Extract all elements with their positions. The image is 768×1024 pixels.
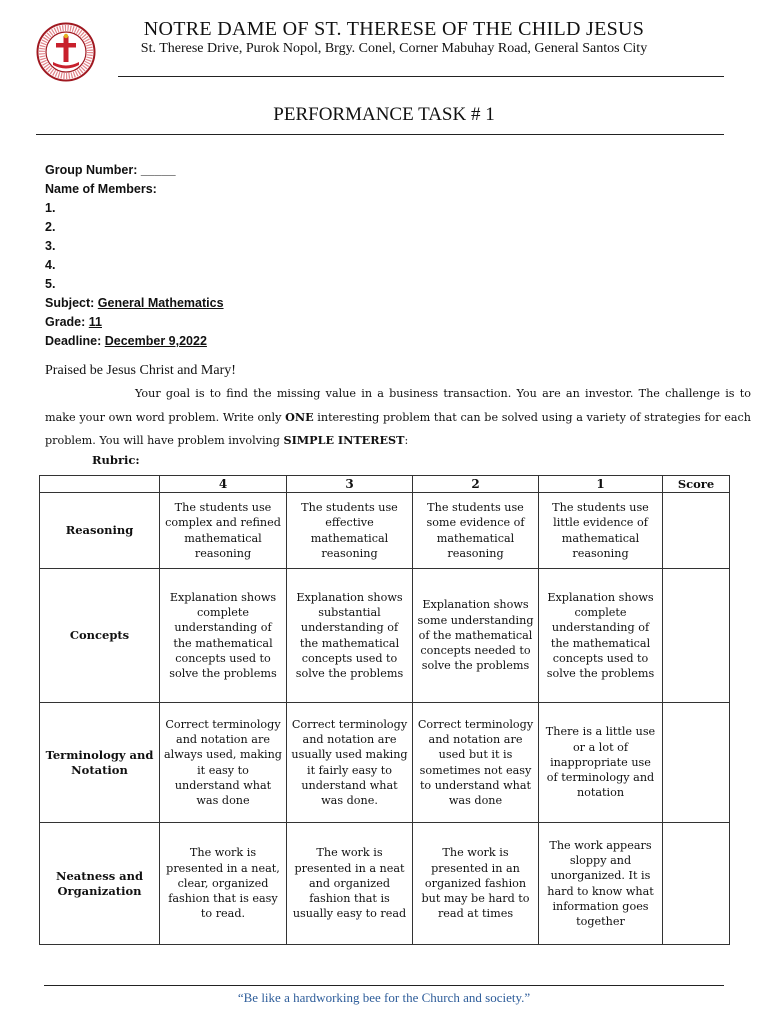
- grade-value: 11: [88, 315, 102, 329]
- subject-value: General Mathematics: [97, 296, 224, 310]
- rubric-header-score: Score: [663, 476, 730, 493]
- instructions-part-2: interesting problem that can be solved using a variety of strategies for each problem. You will have problem involving: [45, 410, 751, 447]
- rubric-cell: The work is presented in a neat and organized fashion that is usually easy to read: [287, 823, 413, 945]
- header-divider: [118, 76, 724, 77]
- score-cell[interactable]: [663, 569, 730, 703]
- rubric-cell: Explanation shows substantial understanding of the mathematical concepts used to solve the problems: [287, 569, 413, 703]
- criterion-neatness: Neatness and Organization: [40, 823, 160, 945]
- rubric-cell: There is a little use or a lot of inappropriate use of terminology and notation: [539, 703, 663, 823]
- deadline-row: [45, 332, 224, 351]
- greeting: Praised be Jesus Christ and Mary!: [45, 363, 236, 378]
- rubric-cell: Correct terminology and notation are always used, making it easy to understand what was done: [160, 703, 287, 823]
- subject-row: [45, 294, 224, 313]
- school-address: St. Therese Drive, Purok Nopol, Brgy. Conel, Corner Mabuhay Road, General Santos City: [140, 41, 648, 56]
- instructions-part-1: Your goal is to find the missing value in a business transaction. You are an investor. The challenge is to make your own word problem. Write only: [45, 387, 751, 424]
- score-cell[interactable]: [663, 703, 730, 823]
- rubric-header-criteria: [40, 476, 160, 493]
- score-cell[interactable]: [663, 493, 730, 569]
- rubric-cell: Explanation shows complete understanding of the mathematical concepts used to solve the problems: [160, 569, 287, 703]
- rubric-header-1: 1: [539, 476, 663, 493]
- group-number-row: [45, 161, 224, 180]
- footer-divider: [44, 985, 724, 986]
- instructions-emphasis-one: ONE: [285, 409, 314, 424]
- title-divider: [36, 134, 724, 135]
- page-title: PERFORMANCE TASK # 1: [273, 104, 495, 125]
- member-1: 1.: [45, 201, 56, 215]
- task-info: [45, 161, 224, 351]
- rubric-cell: The students use effective mathematical reasoning: [287, 493, 413, 569]
- rubric-table: [39, 475, 730, 945]
- instructions-emphasis-topic: SIMPLE INTEREST: [283, 433, 405, 447]
- subject-label: Subject:: [45, 296, 98, 310]
- footer-motto: “Be like a hardworking bee for the Church and society.”: [237, 990, 531, 1005]
- rubric-cell: The students use complex and refined mathematical reasoning: [160, 493, 287, 569]
- table-row: [40, 569, 730, 703]
- table-row: [40, 823, 730, 945]
- rubric-header-4: 4: [160, 476, 287, 493]
- criterion-reasoning: Reasoning: [40, 493, 160, 569]
- criterion-concepts: Concepts: [40, 569, 160, 703]
- rubric-cell: Explanation shows complete understanding of the mathematical concepts used to solve the problems: [539, 569, 663, 703]
- deadline-value: December 9,2022: [104, 334, 207, 348]
- rubric-cell: Explanation shows some understanding of the mathematical concepts needed to solve the problems: [413, 569, 539, 703]
- member-5: 5.: [45, 277, 56, 291]
- rubric-cell: The work appears sloppy and unorganized. It is hard to know what information goes together: [539, 823, 663, 945]
- rubric-cell: The work is presented in an organized fashion but may be hard to read at times: [413, 823, 539, 945]
- rubric-cell: Correct terminology and notation are usually used making it fairly easy to understand what was done.: [287, 703, 413, 823]
- grade-row: [45, 313, 224, 332]
- rubric-cell: Correct terminology and notation are used but it is sometimes not easy to understand what was done: [413, 703, 539, 823]
- rubric-cell: The work is presented in a neat, clear, organized fashion that is easy to read.: [160, 823, 287, 945]
- rubric-header-row: [40, 476, 730, 493]
- rubric-header-3: 3: [287, 476, 413, 493]
- instructions-part-3: :: [404, 434, 409, 447]
- member-3: 3.: [45, 239, 56, 253]
- group-number-blank: _____: [140, 163, 176, 177]
- rubric-cell: The students use some evidence of mathematical reasoning: [413, 493, 539, 569]
- score-cell[interactable]: [663, 823, 730, 945]
- table-row: [40, 703, 730, 823]
- deadline-label: Deadline:: [45, 334, 105, 348]
- members-label: Name of Members:: [45, 182, 157, 196]
- member-2: 2.: [45, 220, 56, 234]
- table-row: [40, 493, 730, 569]
- rubric-cell: The students use little evidence of mathematical reasoning: [539, 493, 663, 569]
- instructions-paragraph: [45, 383, 751, 453]
- member-4: 4.: [45, 258, 56, 272]
- criterion-terminology: Terminology and Notation: [40, 703, 160, 823]
- rubric-label: Rubric:: [92, 453, 140, 467]
- grade-label: Grade:: [45, 315, 89, 329]
- school-name: NOTRE DAME OF ST. THERESE OF THE CHILD JESUS: [143, 18, 645, 40]
- rubric-header-2: 2: [413, 476, 539, 493]
- group-number-label: Group Number:: [45, 163, 141, 177]
